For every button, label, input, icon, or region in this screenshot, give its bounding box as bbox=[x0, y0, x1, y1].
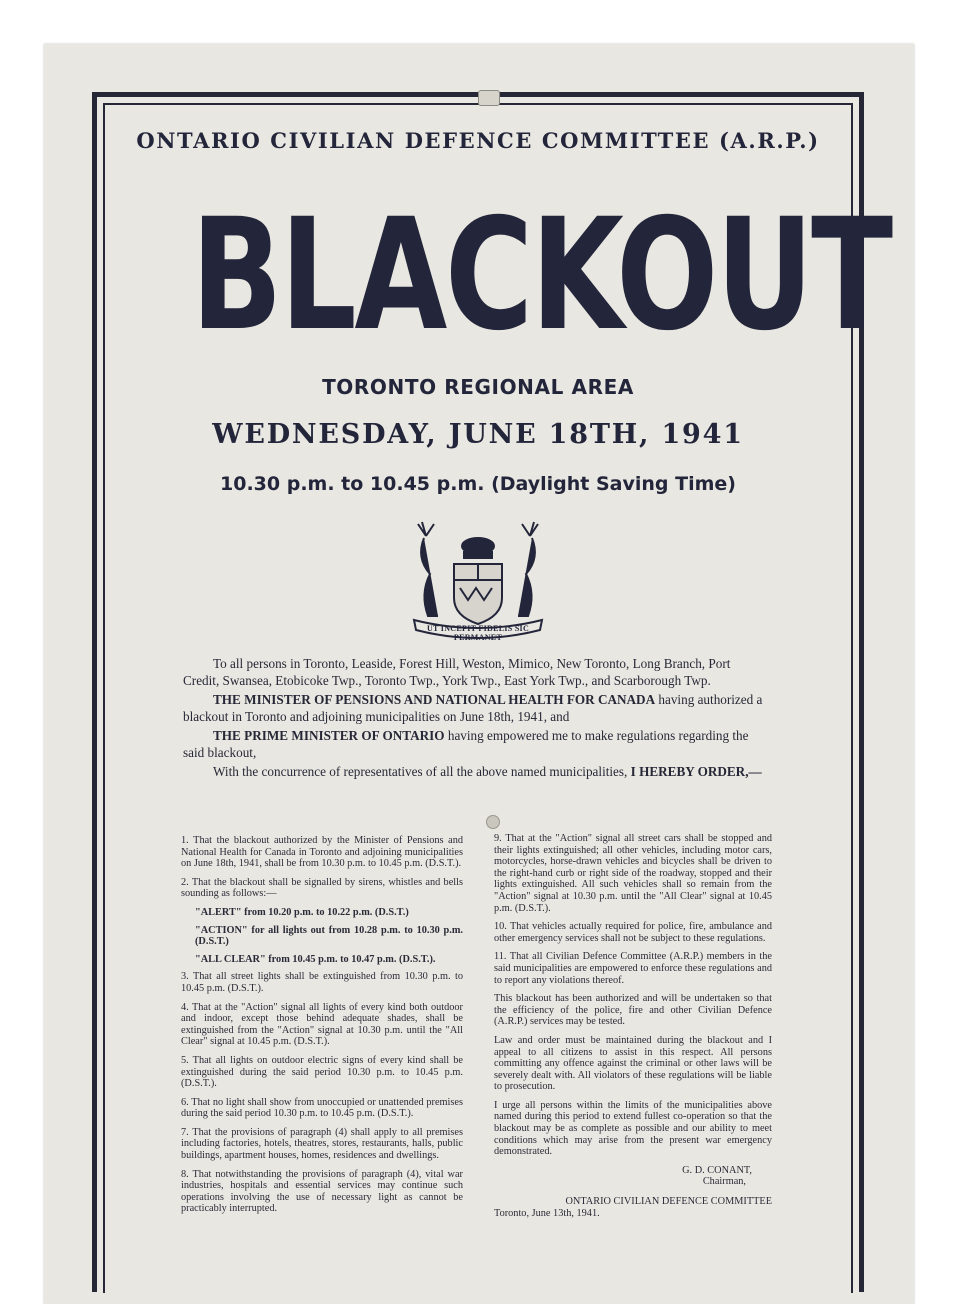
crest-motto: UT INCEPIT FIDELIS SIC PERMANET bbox=[426, 624, 530, 642]
regulation-1: 1. That the blackout authorized by the Minister of Pensions and National Health for Canada in Toronto and adjoining municipalities on June 18th, 1941, shall be from 10.30 p.m. to 10.45 p.m. (D.S.T.). bbox=[181, 835, 463, 870]
preamble-addressees: To all persons in Toronto, Leaside, Forest Hill, Weston, Mimico, New Toronto, Long Branch, Port Credit, Swansea, Etobicoke Twp., Toronto Twp., York Twp., East York Twp., and Scarborough Twp. bbox=[183, 656, 731, 688]
law-order-paragraph: Law and order must be maintained during the blackout and I appeal to all citizens to assist in this respect. All persons committing any offence against the criminal or other laws will be severely dealt with. All violators of these regulations will be liable to prosecution. bbox=[494, 1034, 772, 1093]
regulation-7: 7. That the provisions of paragraph (4) shall apply to all premises including factories, hotels, theatres, stores, restaurants, halls, public buildings, apartment houses, homes, residences and dwellings. bbox=[181, 1126, 463, 1162]
ontario-coat-of-arms-icon bbox=[404, 518, 552, 644]
order-text: With the concurrence of representatives of all the above named municipalities, bbox=[213, 764, 631, 779]
regulation-11: 11. That all Civilian Defence Committee (A.R.P.) members in the said municipalities are empowered to enforce these regulations and to report any violations thereof. bbox=[494, 951, 772, 986]
premier-text: having empowered me to make regulations regarding the said blackout, bbox=[183, 728, 749, 760]
signatory-committee: ONTARIO CIVILIAN DEFENCE COMMITTEE bbox=[565, 1196, 772, 1208]
minister-title: THE MINISTER OF PENSIONS AND NATIONAL HEALTH FOR CANADA bbox=[213, 692, 656, 707]
authorization-paragraph: This blackout has been authorized and will be undertaken so that the efficiency of the police, fire and other Civilian Defence (A.R.P.) services may be tested. bbox=[494, 993, 772, 1028]
tack-mark bbox=[478, 90, 500, 106]
blackout-date: WEDNESDAY, JUNE 18TH, 1941 bbox=[212, 419, 744, 450]
premier-title: THE PRIME MINISTER OF ONTARIO bbox=[213, 728, 445, 743]
area-subtitle: TORONTO REGIONAL AREA bbox=[322, 375, 634, 399]
regulations-right-column bbox=[494, 833, 772, 1219]
regulation-2: 2. That the blackout shall be signalled by sirens, whistles and bells sounding as follows:— bbox=[181, 876, 463, 900]
regulation-3: 3. That all street lights shall be extinguished from 10.30 p.m. to 10.45 p.m. (D.S.T.). bbox=[181, 971, 463, 994]
regulation-10: 10. That vehicles actually required for police, fire, ambulance and other emergency services shall not be subject to these regulations. bbox=[494, 921, 772, 944]
appeal-paragraph: I urge all persons within the limits of the municipalities above named during this period to extend fullest co-operation so that the blackout may be as complete as possible and our ability to meet conditions which may arise from the present war emergency demonstrated. bbox=[494, 1099, 772, 1158]
signatory-title: Chairman, bbox=[702, 1176, 746, 1188]
minister-text: having authorized a blackout in Toronto and adjoining municipalities on June 18th, 1941, and bbox=[183, 692, 763, 724]
all-clear-signal: "ALL CLEAR" from 10.45 p.m. to 10.47 p.m. (D.S.T.). bbox=[195, 953, 436, 965]
preamble-premier bbox=[183, 728, 769, 761]
regulation-8: 8. That notwithstanding the provisions of paragraph (4), vital war industries, hospitals and essential services may continue such operations involving the use of necessary light as cannot be practicably interrupted. bbox=[181, 1168, 463, 1215]
order-bold: I HEREBY ORDER,— bbox=[630, 764, 762, 779]
regulation-9: 9. That at the "Action" signal all street cars shall be stopped and their lights extinguished; all other vehicles, including motor cars, motorcycles, horse-drawn vehicles and bicycles shall be driven to the right-hand curb or right side of the roadway, stopped and their lights extinguished. All such vehicles shall so remain from the "Action" signal at 10.30 p.m. until the "All Clear" signal at 10.45 p.m. (D.S.T.). bbox=[494, 833, 772, 914]
action-signal: "ACTION" for all lights out from 10.28 p.m. to 10.30 p.m. (D.S.T.) bbox=[195, 924, 463, 948]
regulation-6: 6. That no light shall show from unoccupied or unattended premises during the said period 10.30 p.m. to 10.45 p.m. (D.S.T.). bbox=[181, 1096, 463, 1120]
pin-hole bbox=[486, 815, 500, 829]
signatory-name: G. D. CONANT, bbox=[682, 1164, 752, 1176]
preamble-minister bbox=[183, 692, 769, 725]
blackout-time: 10.30 p.m. to 10.45 p.m. (Daylight Saving Time) bbox=[220, 473, 736, 495]
regulation-5: 5. That all lights on outdoor electric signs of every kind shall be extinguished during the said period 10.30 p.m. to 10.45 p.m. (D.S.T.). bbox=[181, 1054, 463, 1090]
alert-signal: "ALERT" from 10.20 p.m. to 10.22 p.m. (D.S.T.) bbox=[195, 906, 409, 918]
headline: BLACKOUT bbox=[190, 186, 891, 365]
committee-header: ONTARIO CIVILIAN DEFENCE COMMITTEE (A.R.P.) bbox=[136, 128, 820, 153]
preamble-order bbox=[183, 764, 769, 781]
regulation-4: 4. That at the "Action" signal all lights of every kind both outdoor and indoor, except those behind adequate shades, shall be extinguished from the "Action" signal at 10.30 p.m. until the "All Clear" signal at 10.45 p.m. (D.S.T.). bbox=[181, 1001, 463, 1048]
place-date: Toronto, June 13th, 1941. bbox=[494, 1207, 600, 1219]
regulations-left-column bbox=[181, 835, 463, 1222]
preamble bbox=[183, 656, 769, 784]
